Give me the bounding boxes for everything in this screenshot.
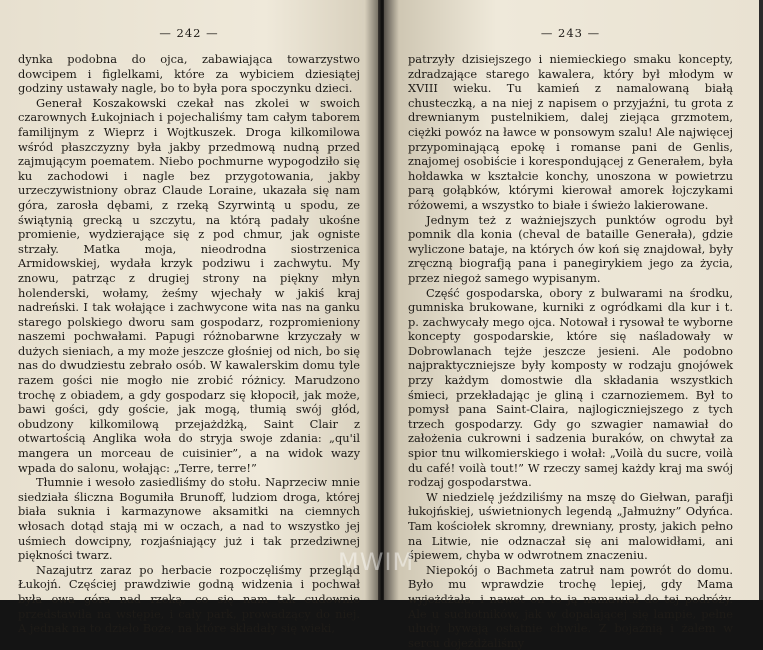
paragraph: W niedzielę jeździliśmy na mszę do Giełwan, parafji łukojńskiej, uświetnionych legendą „Jałmużny” Odyńca. Tam kościołek skromny, drewniany, prosty, jakich pełno na Litwie, nie odznaczał się ani malowidłami, ani śpiewem, chyba w odwrotnem znaczeniu. [408,489,733,563]
paragraph: Niepokój o Bachmeta zatruł nam powrót do domu. Było mu wprawdzie trochę lepiej, gdy Mama wyjeżdżała, i nawet on to ją namawiał do tej podróży. Ale u suchotników, jak w dopalającej się lampie, pełne ułudy bywają ostatnie chwile. Z bojaźnią i żalem w sercu dojeżdżaliśmy [408,562,733,650]
left-page-text [18,52,360,636]
left-page [0,0,380,636]
paragraph: patrzyły dzisiejszego i niemieckiego smaku koncepty, zdradzające starego kawalera, który był młodym w XVIII wieku. Tu kamień z namalowaną białą chusteczką, a na niej z napisem o przyjaźni, tu grota z drewnianym pustelnikiem, dalej ziejąca grzmotem, ciężki powóz na ławce w ponsowym szalu! Ale najwięcej przypominającą epokę i romanse pani de Genlis, znajomej osobiście i korespondującej z Generałem, była hołdawka w kształcie konchy, unoszona w powietrzu parą gołąbków, którymi kierował amorek łojczykami różowemi, a wszystko to białe i świeżo lakierowane. [408,52,733,212]
paragraph: Jednym też z ważniejszych punktów ogrodu był pomnik dla konia (cheval de bataille Generała), gdzie wyliczone bataje, na których ów koń się znajdował, były zręczną biografją pana i panegirykiem jego za życia, przez niegoż samego wypisanym. [408,212,733,285]
right-page-text [408,52,733,650]
paragraph: Tłumnie i wesoło zasiedliśmy do stołu. Naprzeciw mnie siedziała śliczna Bogumiła Brunoff, ludziom droga, której biała suknia i karmazynowe aksamitki na ciemnych włosach dotąd stają mi w oczach, a nad to wszystko jej uśmiech dowcipny, rozjaśniający już i tak przedziwnej piękności twarz. [18,475,360,563]
page-number-left: — 242 — [159,26,219,40]
watermark: MWIM [338,548,415,576]
paragraph: Część gospodarska, obory z bulwarami na środku, gumniska brukowane, kurniki z ogródkami dla kur i t. p. zachwycały mego ojca. Notował i rysował te wyborne koncepty gospodarskie, które się naśladowały w Dobrowlanach tejże jeszcze jesieni. Ale podobno najpraktyczniejsze były komposty w rodzaju gnojówek przy każdym domostwie dla składania wszystkich śmieci, przekładając je gliną i czarnoziemem. Był to pomysł pana Saint-Claira, najlogiczniejszego z tych trzech gospodarzy. Gdy go szwagier namawiał do założenia cukrowni i sadzenia buraków, on chwytał za spior tnu wilkomierskiego i wołał: „Voilà du sucre, voilà du café! voilà tout!” W rzeczy samej każdy kraj ma swój rodzaj gospodarstwa. [408,285,733,490]
page-number-right: — 243 — [540,26,601,40]
paragraph: Generał Koszakowski czekał nas zkolei w swoich czarownych Łukojniach i pojechaliśmy tam całym taborem familijnym z Wieprz i Wojtkuszek. Droga kilkomilowa wśród płaszczyzny była jakby przedmową nudną przed zajmującym poematem. Niebo pochmurne wypogodziło się ku zachodowi i nagle bez przygotowania, jakby urzeczywistniony obraz Claude Loraine, ukazała się nam góra, zarosła dębami, z rzeką Szyrwintą u spodu, ze świątynią grecką u szczytu, na którą padały ukośne promienie, wydzierające się z pod chmur, jak ogniste strzały. Matka moja, nieodrodna siostrzenica Armidowskiej, wydała krzyk podziwu i zachwytu. My znowu, patrząc z drugiej strony na piękny młyn holenderski, wołamy, żeśmy wjechały w jakiś kraj nadreński. I tak wołające i zachwycone wita nas na ganku starego polskiego dworu sam gospodarz, rozpromieniony naszemi pochwałami. Papugi różnobarwne krzyczały w dużych sieniach, a my może jeszcze głośniej od nich, bo się nas do dwudziestu zebrało osób. W kawalerskim domu tyle razem gości nie mogło nie zrobić różnicy. Marudzono trochę z obiadem, a gdy gospodarz się kłopocił, jak może, bawi gości, gdy goście, jak mogą, tłumią swój głód, obudzony kilkomilową przejażdżką, Saint Clair z otwartością Anglika woła do stryja swoje zdania: „qu'il mangera un morceau de cuisinier”, a na widok wazy wpada do salonu, wołając: „Terre, terre!” [18,95,360,475]
paragraph: Nazajutrz zaraz po herbacie rozpoczęliśmy przegląd Łukojń. Częściej prawdziwie godną widzenia i pochwał była owa góra nad rzeką, co się nam tak cudownie przedstawiła na wstępie, i cały park, prowadzący do niej. A jednak na to dzieło Boże, na które składały się wieki, [18,562,360,636]
right-page [384,0,763,650]
paragraph: dynka podobna do ojca, zabawiająca towarzystwo dowcipem i figlelkami, które za wybiciem dziesiątej godziny ustawały nagle, bo to była pora spoczynku dzieci. [18,52,360,96]
